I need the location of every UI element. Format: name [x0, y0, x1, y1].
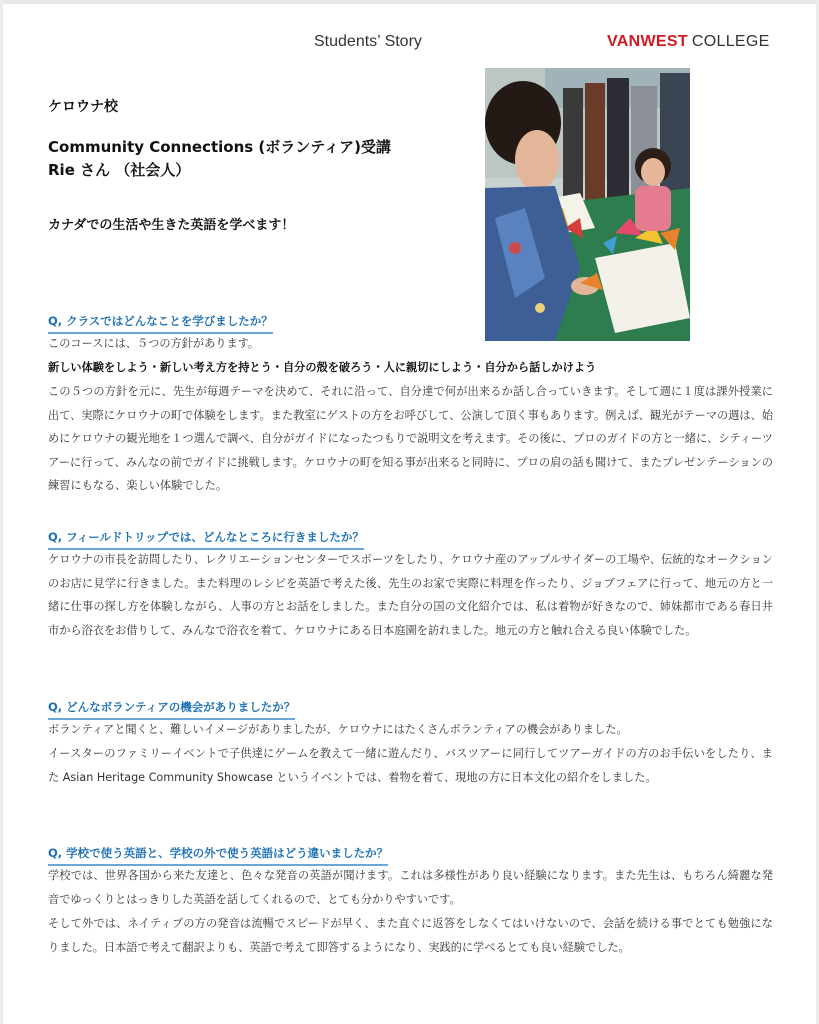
answer-paragraph: ボランティアと聞くと、難しいイメージがありましたが、ケロウナにはたくさんボランティアの機会がありました。 — [48, 723, 628, 736]
answer-paragraph: 学校では、世界各国から来た友達と、色々な発音の英語が聞けます。これは多様性があり良い経験になります。また先生は、もちろん綺麗な発音でゆっくりとはっきりした英語を話してくれるので、とても分かりやすいです。 — [48, 869, 773, 906]
question-heading: Q, クラスではどんなことを学びましたか？ — [48, 313, 273, 334]
campus-name: ケロウナ校 — [48, 99, 118, 115]
logo-brand: VANWEST — [607, 33, 688, 50]
question-heading: Q, フィールドトリップでは、どんなところに行きましたか？ — [48, 529, 364, 550]
answer-paragraph: このコースには、５つの方針があります。 — [48, 337, 260, 350]
logo-sub: COLLEGE — [691, 33, 770, 50]
course-name: Community Connections (ボランティア)受講 — [48, 138, 391, 156]
question-heading: Q, 学校で使う英語と、学校の外で使う英語はどう違いましたか？ — [48, 845, 388, 866]
question-heading: Q, どんなボランティアの機会がありましたか？ — [48, 699, 295, 720]
answer-paragraph: イースターのファミリーイベントで子供達にゲームを教えて一緒に遊んだり、バスツアーに同行してツアーガイドの方のお手伝いをしたり、また Asian Heritage Community Showcase というイベントでは、着物を着て、現地の方に日本文化の紹介をしました。 — [48, 747, 773, 784]
page-header-title: Students’ Story — [314, 33, 422, 50]
story-tagline: カナダでの生活や生きた英語を学べます！ — [48, 218, 295, 233]
students-doing-origami-photo — [485, 68, 690, 341]
answer-paragraph: ケロウナの市長を訪問したり、レクリエーションセンターでスポーツをしたり、ケロウナ産のアップルサイダーの工場や、伝統的なオークションのお店に見学に行きました。また料理のレシピを英語で考えた後、先生のお家で実際に料理を作ったり、ジョブフェアに行って、地元の方と一緒に仕事の探し方を体験しながら、人事の方とお話をしました。また自分の国の文化紹介では、私は着物が好きなので、姉妹都市である春日井市から浴衣をお借りして、みんなで浴衣を着て、ケロウナにある日本庭園を訪れました。地元の方と触れ合える良い体験でした。 — [48, 553, 773, 637]
page-frame-left — [0, 0, 3, 1024]
college-logo — [607, 33, 770, 51]
answer-paragraph: この５つの方針を元に、先生が毎週テーマを決めて、それに沿って、自分達で何が出来るか話し合っていきます。そして週に１度は課外授業に出て、実際にケロウナの町で体験をします。また教室にゲストの方をお呼びして、公演して頂く事もあります。例えば、観光がテーマの週は、始めにケロウナの観光地を１つ選んで調べ、自分がガイドになったつもりで説明文を考えます。その後に、プロのガイドの方と一緒に、シティーツアーに行って、みんなの前でガイドに挑戦します。ケロウナの町を知る事が出来ると同時に、プロの肩の話も聞けて、またプレゼンテーションの練習にもなる、楽しい体験でした。 — [48, 385, 773, 492]
course-principles: 新しい体験をしよう・新しい考え方を持とう・自分の殻を破ろう・人に親切にしよう・自分から話しかけよう — [48, 361, 597, 374]
answer-paragraph: そして外では、ネイティブの方の発音は流暢でスピードが早く、また直ぐに返答をしなくてはいけないので、会話を続ける事でとても勉強になりました。日本語で考えて翻訳よりも、英語で考えて即答するようになり、実践的に学べるとても良い経験でした。 — [48, 917, 773, 954]
student-name: Rie さん （社会人） — [48, 161, 191, 179]
page-frame-top — [0, 0, 819, 4]
